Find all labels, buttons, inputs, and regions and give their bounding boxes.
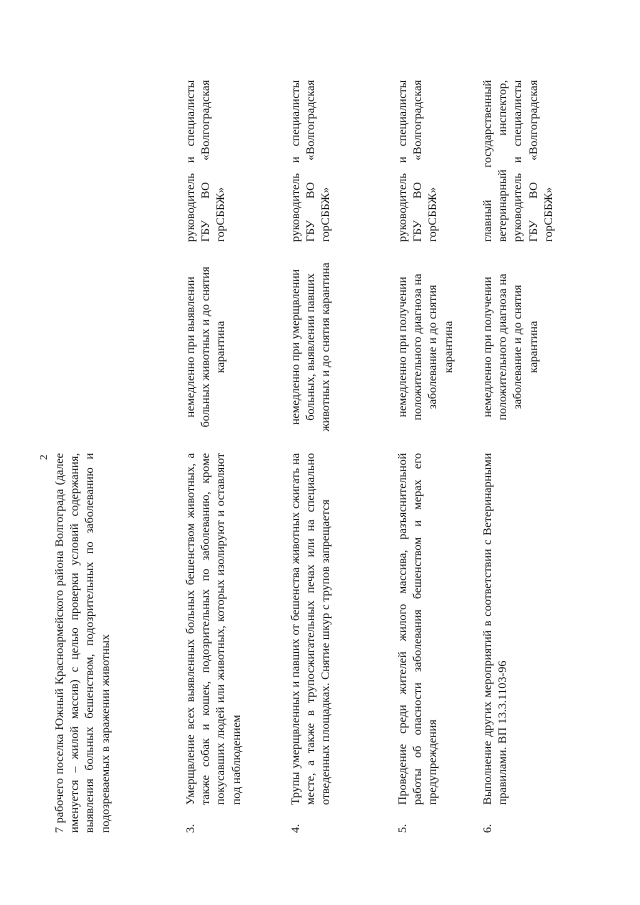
responsible-text: руководитель и специалисты ГБУ ВО «Волгоградская горСББЖ» xyxy=(288,80,333,242)
intro-measure-text: 7 рабочего поселка Южный Красноармейского района Волгограда (далее именуется – жилой массив) с целью проверки условий содержания, выявления больных бешенством, подозрительных по заболеванию и подозреваемых в заражении животных xyxy=(52,453,112,833)
row-number: 3. xyxy=(183,824,197,833)
responsible-text: главный государственный ветеринарный инспектор, руководитель и специалисты ГБУ ВО «Волгоградская горСББЖ» xyxy=(480,80,555,242)
term-text: немедленно при умерщвлении больных, выявлении павших животных и до снятия карантина xyxy=(288,262,333,432)
measure-text: Проведение среди жителей жилого массива, разъяснительной работы об опасности заболевания бешенством и мерах его предупреждения xyxy=(395,453,440,805)
measure-text: Трупы умерщвленных и павших от бешенства животных сжигать на месте, а также в трупосжигательных печах или на специально отведенных площадках. Снятие шкур с трупов запрещается xyxy=(288,453,333,805)
measure-text: Умерщвление всех выявленных больных бешенством животных, а также собак и кошек, подозрительных по заболеванию, кроме покусавших людей или животных, которых изолируют и оставляют под наблюдением xyxy=(183,453,243,805)
term-text: немедленно при выявлении больных животных и до снятия карантина xyxy=(183,266,228,428)
row-number: 6. xyxy=(480,824,494,833)
row-number: 4. xyxy=(288,824,302,833)
responsible-text: руководитель и специалисты ГБУ ВО «Волгоградская горСББЖ» xyxy=(183,80,228,242)
term-text: немедленно при получении положительного диагноза на заболевание и до снятия карантина xyxy=(395,273,455,421)
term-text: немедленно при получении положительного диагноза на заболевание и до снятия карантина xyxy=(480,273,540,421)
responsible-text: руководитель и специалисты ГБУ ВО «Волгоградская горСББЖ» xyxy=(395,80,440,242)
page-number: 2 xyxy=(38,454,50,460)
measure-text: Выполнение других мероприятий в соответствии с Ветеринарными правилами. ВП 13.3.1103-96 xyxy=(480,453,510,805)
row-number: 5. xyxy=(395,824,409,833)
